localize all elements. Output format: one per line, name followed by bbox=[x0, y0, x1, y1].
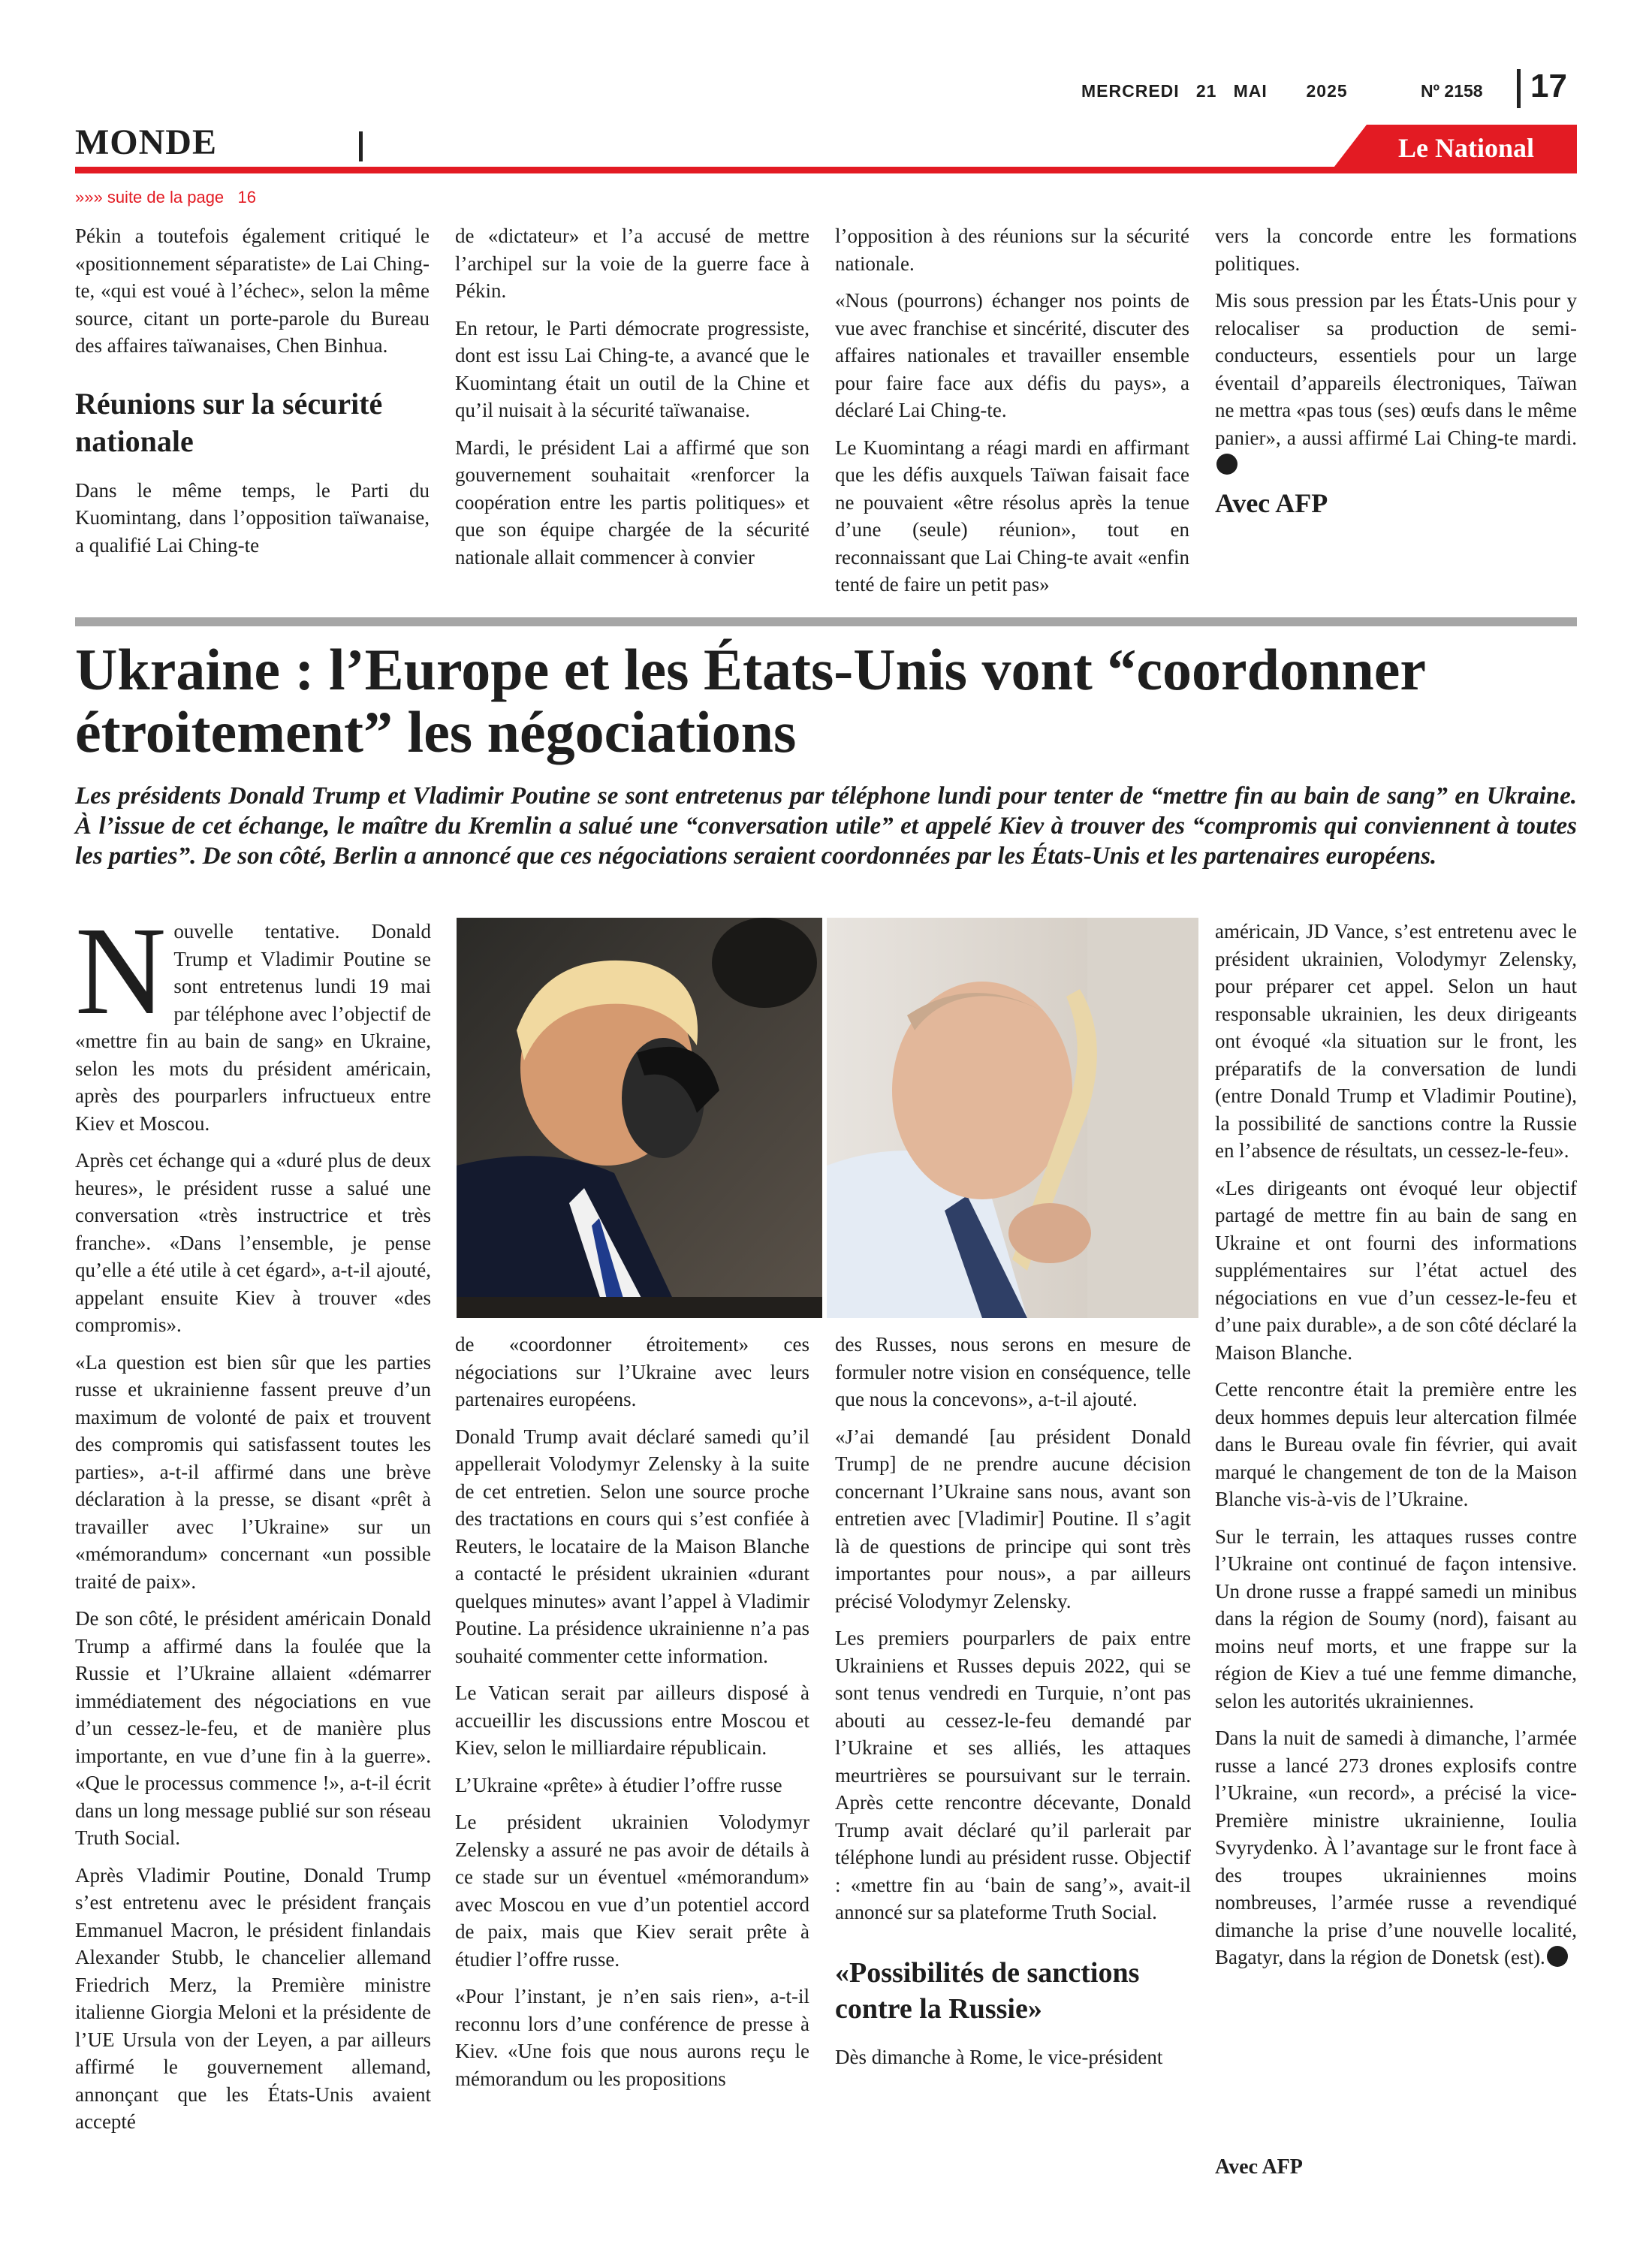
article-column-4 bbox=[1215, 918, 1577, 1971]
byline: Avec AFP bbox=[1215, 487, 1328, 518]
subheading: «Possibilités de sanctions contre la Russie» bbox=[835, 1956, 1140, 2025]
paragraph: Cette rencontre était la première entre les deux hommes depuis leur altercation filmée dans le Bureau ovale fin février, qui avait marqué le changement de ton de la Maison Blanche vis-à-vis de l’Ukraine. bbox=[1215, 1378, 1577, 1510]
paragraph-text: Dans la nuit de samedi à dimanche, l’armée russe a lancé 273 drones explosifs contre l’Ukraine, «un record», a précisé la vice-Première ministre ukrainienne, Ioulia Svyrydenko. À l’avantage sur le front face à des troupes ukrainiennes moins nombreuses, l’armée russe a revendiqué dimanche la prise d’une nouvelle localité, Bagatyr, dans la région de Donetsk (est). bbox=[1215, 1727, 1577, 1968]
end-mark-icon bbox=[1216, 454, 1237, 475]
paragraph: de «coordonner étroitement» ces négociations sur l’Ukraine avec leurs partenaires européens. bbox=[455, 1333, 809, 1410]
section-title: MONDE bbox=[75, 122, 217, 162]
paragraph: Le président ukrainien Volodymyr Zelensky a assuré ne pas avoir de détails à ce stade sur un éventuel «mémorandum» avec Moscou en vue d’un potentiel accord de paix, mais que Kiev serait prête à étudier l’offre russe. bbox=[455, 1811, 809, 1971]
paragraph: Les premiers pourparlers de paix entre Ukrainiens et Russes depuis 2022, qui se sont tenus vendredi en Turquie, n’ont pas abouti au cessez-le-feu demandé par l’Ukraine et ses alliés, les attaques meurtrières se poursuivant sur le terrain. Après cette rencontre décevante, Donald Trump avait déclaré qu’il parlerait par téléphone lundi au président russe. Objectif : «mettre fin au ‘bain de sang’», avait-il annoncé sur sa plateforme Truth Social. bbox=[835, 1627, 1191, 1923]
paragraph: «Nous (pourrons) échanger nos points de vue avec franchise et sincérité, discuter des affaires nationales et travailler ensemble pour faire face aux défis du pays», a déclaré Lai Ching-te. bbox=[835, 289, 1189, 421]
article-photo bbox=[457, 918, 1198, 1318]
paragraph: De son côté, le président américain Donald Trump a affirmé dans la foulée que la Russie et l’Ukraine allaient «démarrer immédiatement des négociations en vue d’un cessez-le-feu, et de manière plus importante, en vue d’une fin à la guerre». «Que le processus commence !», a-t-il écrit dans un long message publié sur son réseau Truth Social. bbox=[75, 1607, 431, 1849]
drop-cap: N bbox=[75, 901, 167, 1041]
paragraph: Dans le même temps, le Parti du Kuomintang, dans l’opposition taïwanaise, a qualifié Lai Ching-te bbox=[75, 478, 430, 556]
header-divider bbox=[1517, 69, 1521, 108]
article-headline: Ukraine : l’Europe et les États-Unis vont “coordonner étroitement” les négociations bbox=[75, 637, 1425, 765]
paragraph: En retour, le Parti démocrate progressiste, dont est issu Lai Ching-te, a avancé que le Kuomintang était un outil de la Chine et qu’il nuisait à la sécurité taïwanaise. bbox=[455, 316, 809, 421]
issue-number: Nº 2158 bbox=[1421, 81, 1483, 101]
byline: Avec AFP bbox=[1215, 2155, 1303, 2179]
paragraph-text: ouvelle tentative. Donald Trump et Vladimir Poutine se sont entretenus lundi 19 mai par téléphone avec l’objectif de «mettre fin au bain de sang» en Ukraine, selon les mots du président américain, après des pourparlers infructueux entre Kiev et Moscou. bbox=[75, 920, 431, 1135]
paragraph: «La question est bien sûr que les parties russe et ukrainienne fassent preuve d’un maximum de volonté de paix et trouvent des compromis qui satisfassent toutes les parties», a-t-il affirmé dans une brève déclaration à la presse, se disant «prêt à travailler avec l’Ukraine» sur un «mémorandum» concernant «un possible traité de paix». bbox=[75, 1350, 431, 1593]
photo-divider bbox=[822, 918, 827, 1318]
paragraph: Sur le terrain, les attaques russes contre l’Ukraine ont continué de façon intensive. Un drone russe a frappé samedi un minibus dans la région de Soumy (nord), faisant au moins neuf morts, et une frappe sur la région de Kiev a tué une femme dimanche, selon les autorités ukrainiennes. bbox=[1215, 1525, 1577, 1712]
paragraph: vers la concorde entre les formations politiques. bbox=[1215, 225, 1577, 275]
top-column-1 bbox=[75, 222, 430, 559]
paragraph: Dès dimanche à Rome, le vice-président bbox=[835, 2045, 1163, 2068]
paragraph bbox=[1215, 287, 1577, 479]
paragraph-text: Mis sous pression par les États-Unis pour y relocaliser sa production de semi-conducteurs, essentiels pour un large éventail d’appareils électroniques, Taïwan ne mettra «pas tous (ses) œufs dans le même panier», a aussi affirmé Lai Ching-te mardi. bbox=[1215, 289, 1577, 449]
paragraph: des Russes, nous serons en mesure de formuler notre vision en conséquence, telle que nous la concevons», a-t-il ajouté. bbox=[835, 1333, 1191, 1410]
paragraph: Mardi, le président Lai a affirmé que son gouvernement souhaitait «renforcer la coopération entre les partis politiques» et que son équipe chargée de la sécurité nationale allait commencer à convier bbox=[455, 436, 809, 569]
brand-name: Le National bbox=[1397, 133, 1534, 163]
top-column-3 bbox=[835, 222, 1189, 599]
article-divider bbox=[75, 617, 1577, 626]
top-column-2 bbox=[455, 222, 809, 571]
paragraph: de «dictateur» et l’a accusé de mettre l’archipel sur la voie de la guerre face à Pékin. bbox=[455, 225, 809, 302]
article-standfirst: Les présidents Donald Trump et Vladimir Poutine se sont entretenus par téléphone lundi pour tenter de “mettre fin au bain de sang” en Ukraine. À l’issue de cet échange, le maître du Kremlin a salué une “conversation utile” et appelé Kiev à trouver des “compromis qui conviennent à toutes les parties”. De son côté, Berlin a annoncé que ces négociations seraient coordonnées par les États-Unis et les partenaires européens. bbox=[75, 783, 1577, 870]
paragraph: Donald Trump avait déclaré samedi qu’il appellerait Volodymyr Zelensky à la suite de cet entretien. Selon une source proche des tractations en cours qui s’est confiée à Reuters, le locataire de la Maison Blanche a contacté le président ukrainien «durant quelques minutes» avant l’appel à Vladimir Poutine. La présidence ukrainienne n’a pas souhaité commenter cette information. bbox=[455, 1425, 809, 1667]
paragraph: Après Vladimir Poutine, Donald Trump s’est entretenu avec le président français Emmanuel Macron, le président finlandais Alexander Stubb, le chancelier allemand Friedrich Merz, la Première ministre italienne Giorgia Meloni et la présidente de l’UE Ursula von der Leyen, a par ailleurs affirmé le gouvernement allemand, annonçant que les États-Unis avaient accepté bbox=[75, 1863, 431, 2133]
article-column-1 bbox=[75, 901, 431, 2136]
paragraph: «Pour l’instant, je n’en sais rien», a-t-il reconnu lors d’une conférence de presse à Kiev. «Une fois que nous aurons reçu le mémorandum ou les propositions bbox=[455, 1985, 809, 2090]
article-column-2 bbox=[455, 1331, 809, 2092]
paragraph: Après cet échange qui a «duré plus de deux heures», le président russe a salué une conversation «très instructrice et très franche». «Dans l’ensemble, je pense qu’elle a été utile à cet égard», a-t-il ajouté, appelant ensuite Kiev à trouver «des compromis». bbox=[75, 1149, 431, 1336]
end-mark-icon bbox=[1547, 1946, 1568, 1967]
article-column-3 bbox=[835, 1331, 1191, 2071]
paragraph bbox=[1215, 1724, 1577, 1971]
trump-putin-photo bbox=[457, 918, 1198, 1318]
inline-subheading: L’Ukraine «prête» à étudier l’offre russe bbox=[455, 1773, 782, 1796]
subheading: Réunions sur la sécurité nationale bbox=[75, 386, 383, 458]
continued-from: »»» suite de la page 16 bbox=[75, 188, 256, 207]
issue-date: MERCREDI 21 MAI 2025 bbox=[1081, 81, 1348, 101]
paragraph: Pékin a toutefois également critiqué le «positionnement séparatiste» de Lai Ching-te, «qui est voué à l’échec», selon la même source, citant un porte-parole du Bureau des affaires taïwanaises, Chen Binhua. bbox=[75, 225, 430, 357]
paragraph: «Les dirigeants ont évoqué leur objectif partagé de mettre fin au bain de sang en Ukraine et ont fourni des informations supplémentaires sur l’état actuel des négociations en vue d’un cessez-le-feu et d’une paix durable», a de son côté déclaré la Maison Blanche. bbox=[1215, 1176, 1577, 1364]
paragraph: Le Kuomintang a réagi mardi en affirmant que les défis auxquels Taïwan faisait face ne pouvaient «être résolus après la tenue d’une (seule) réunion», tout en reconnaissant que Lai Ching-te avait «enfin tenté de faire un petit pas» bbox=[835, 436, 1189, 596]
paragraph: «J’ai demandé [au président Donald Trump] de ne prendre aucune décision concernant l’Ukraine sans nous, avant son entretien avec [Vladimir] Poutine. Il s’agit là de questions de principe qui sont très importantes pour nous», a par ailleurs précisé Volodymyr Zelensky. bbox=[835, 1425, 1191, 1612]
section-divider bbox=[359, 131, 363, 161]
paragraph: américain, JD Vance, s’est entretenu avec le président ukrainien, Volodymyr Zelensky, pour préparer cet appel. Selon un haut responsable ukrainien, les deux dirigeants ont évoqué «la situation sur le front, les préparatifs de la conversation de lundi (entre Donald Trump et Vladimir Poutine), la possibilité de sanctions contre la Russie en l’absence de résultats, un cessez-le-feu». bbox=[1215, 920, 1577, 1162]
paragraph: Le Vatican serait par ailleurs disposé à accueillir les discussions entre Moscou et Kiev, selon le milliardaire républicain. bbox=[455, 1681, 809, 1759]
top-column-4 bbox=[1215, 222, 1577, 517]
paragraph: l’opposition à des réunions sur la sécurité nationale. bbox=[835, 225, 1189, 275]
page-number: 17 bbox=[1530, 68, 1567, 104]
paragraph bbox=[75, 901, 431, 1137]
